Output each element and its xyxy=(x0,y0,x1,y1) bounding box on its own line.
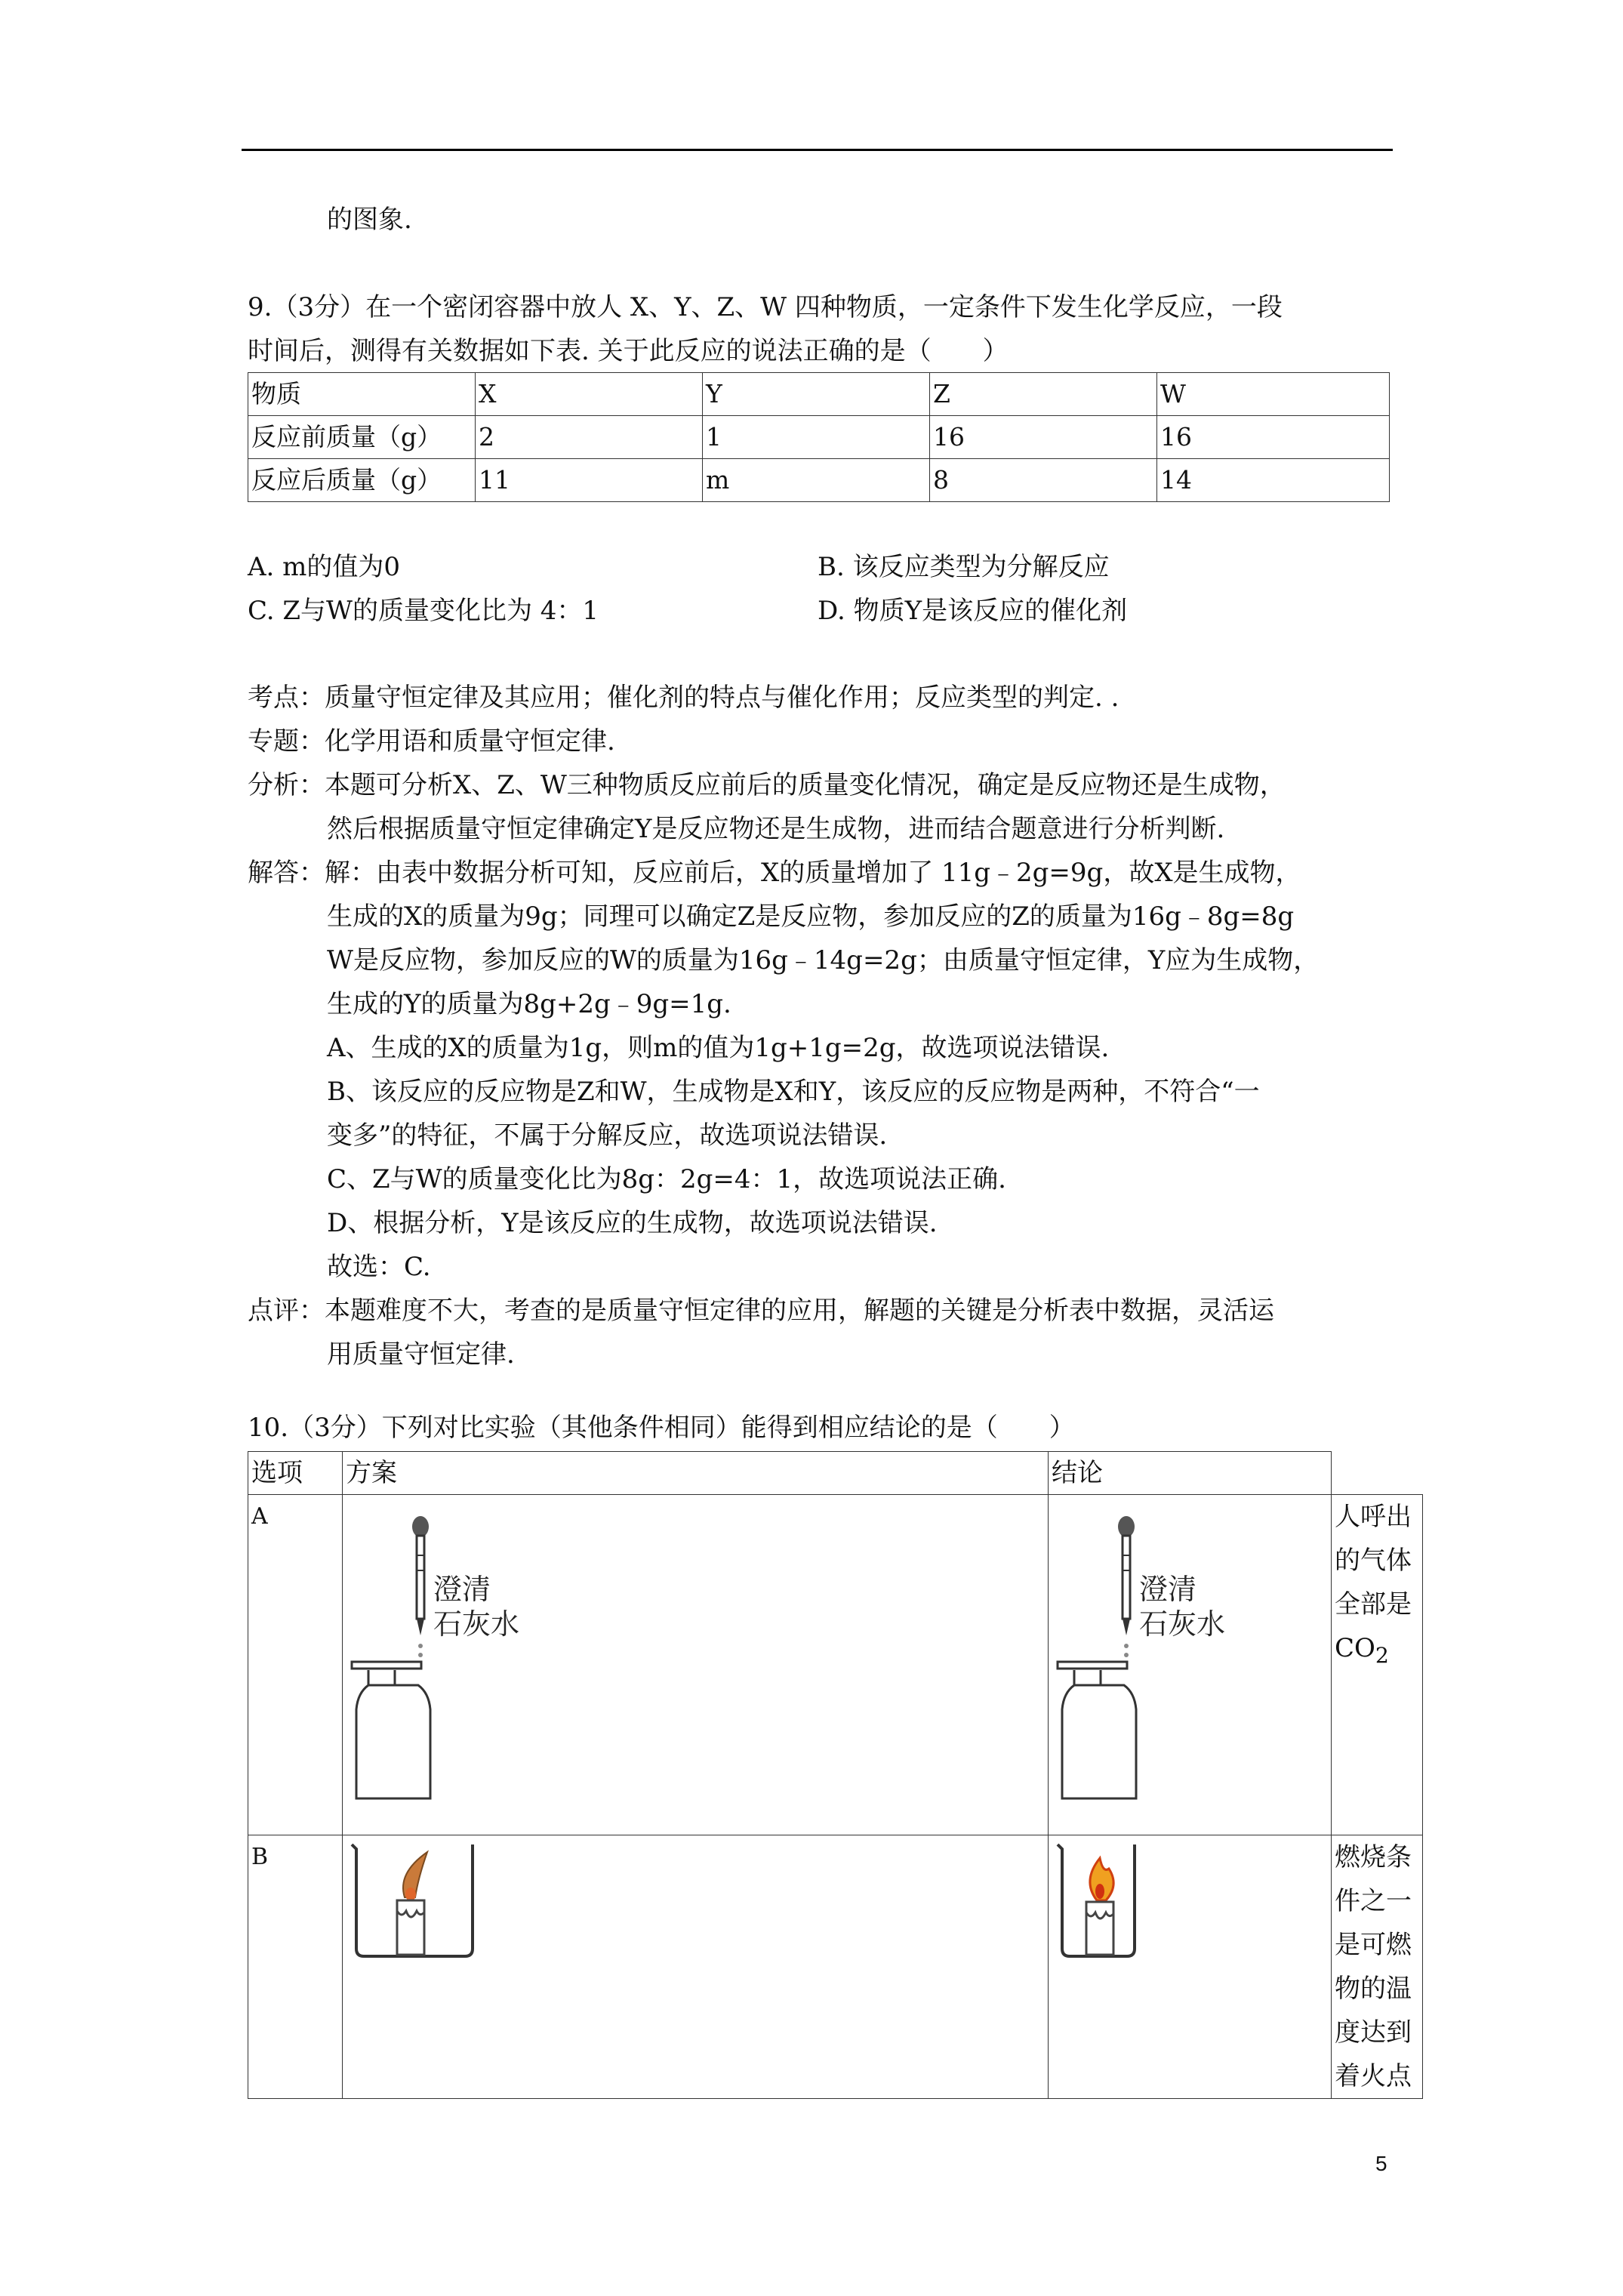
q9-option-c: C. Z与W的质量变化比为 4：1 xyxy=(248,596,599,626)
dropper-label-line1: 澄清 xyxy=(433,1573,491,1606)
table-cell: 16 xyxy=(1157,416,1390,459)
page-number: 5 xyxy=(1375,2152,1387,2175)
q9-jieda-line: 生成的X的质量为9g；同理可以确定Z是反应物，参加反应的Z的质量为16g﹣8g=8g xyxy=(327,901,1295,932)
option-cell: B xyxy=(248,1835,343,2099)
dropper-tube xyxy=(417,1536,424,1619)
table-cell: 反应后质量（g） xyxy=(248,459,476,502)
dropper-bulb xyxy=(412,1516,429,1537)
gas-bottle xyxy=(1062,1670,1136,1798)
table-header-cell: W xyxy=(1157,373,1390,416)
table-row xyxy=(248,416,1390,459)
candle xyxy=(1086,1902,1113,1955)
q9-option-a: A. m的值为0 xyxy=(248,552,401,582)
dropper-bulb xyxy=(1118,1516,1135,1537)
candle xyxy=(397,1900,424,1955)
q9-stem-line2: 时间后，测得有关数据如下表. 关于此反应的说法正确的是（ ） xyxy=(248,336,1009,366)
q9-jieda-line: W是反应物，参加反应的W的质量为16g﹣14g=2g；由质量守恒定律，Y应为生成物， xyxy=(327,945,1320,975)
drop-2 xyxy=(418,1653,423,1657)
dropper-tube xyxy=(1123,1536,1130,1619)
table-row xyxy=(248,1495,1423,1835)
table-header-cell: 结论 xyxy=(1049,1452,1332,1495)
drop-2 xyxy=(1124,1653,1129,1657)
table-row xyxy=(248,373,1390,416)
dropper-label-line1: 澄清 xyxy=(1139,1573,1197,1606)
table-cell: 14 xyxy=(1157,459,1390,502)
q9-jieda-line: 生成的Y的质量为8g+2g﹣9g=1g. xyxy=(327,989,731,1019)
table-cell: 8 xyxy=(930,459,1157,502)
table-header-cell: X xyxy=(476,373,703,416)
table-row xyxy=(248,1452,1423,1495)
q9-dianping-line2: 用质量守恒定律. xyxy=(327,1339,515,1370)
option-cell: A xyxy=(248,1495,343,1835)
q9-jieda-line: 变多”的特征，不属于分解反应，故选项说法错误. xyxy=(327,1120,888,1151)
conclusion-text: 燃烧条件之一是可燃物的温度达到着火点 xyxy=(1335,1842,1412,2091)
table-header-cell: Z xyxy=(930,373,1157,416)
q9-kaodian: 考点：质量守恒定律及其应用；催化剂的特点与催化作用；反应类型的判定. . xyxy=(248,683,1119,713)
scheme-cell-right xyxy=(1049,1495,1332,1835)
dropper-tip xyxy=(417,1619,424,1635)
conclusion-cell xyxy=(1332,1495,1423,1835)
dropper-tip xyxy=(1123,1619,1130,1635)
table-cell: 16 xyxy=(930,416,1157,459)
scheme-cell-right xyxy=(1049,1835,1332,2099)
table-cell: 2 xyxy=(476,416,703,459)
dropper-label-line2: 石灰水 xyxy=(433,1607,520,1641)
table-header-cell: 选项 xyxy=(248,1452,343,1495)
table-row xyxy=(248,459,1390,502)
table-header-cell: Y xyxy=(703,373,930,416)
drop-1 xyxy=(418,1644,423,1648)
table-cell: 11 xyxy=(476,459,703,502)
q9-jieda-line: B、该反应的反应物是Z和W，生成物是X和Y，该反应的反应物是两种，不符合“一 xyxy=(327,1077,1260,1107)
table-row xyxy=(248,1835,1423,2099)
table-cell: 反应前质量（g） xyxy=(248,416,476,459)
dropper-bottle-figure xyxy=(1052,1495,1226,1820)
q9-dianping-line1: 点评：本题难度不大，考查的是质量守恒定律的应用，解题的关键是分析表中数据，灵活运 xyxy=(248,1296,1274,1326)
q9-jieda-line: A、生成的X的质量为1g，则m的值为1g+1g=2g，故选项说法错误. xyxy=(327,1033,1110,1063)
q9-jieda-line: C、Z与W的质量变化比为8g：2g=4：1，故选项说法正确. xyxy=(327,1164,1006,1194)
dropper-label-line2: 石灰水 xyxy=(1139,1607,1226,1641)
q9-jieda-line: D、根据分析，Y是该反应的生成物，故选项说法错误. xyxy=(327,1208,938,1238)
flame-core xyxy=(1095,1884,1104,1899)
q9-zhuanti: 专题：化学用语和质量守恒定律. xyxy=(248,726,615,757)
table-empty-cell xyxy=(1332,1452,1423,1495)
table-cell: 1 xyxy=(703,416,930,459)
conclusion-text: 人呼出的气体全部是 xyxy=(1335,1502,1412,1620)
table-cell: m xyxy=(703,459,930,502)
co2-subscript: 2 xyxy=(1375,1642,1389,1668)
glass-plate xyxy=(1058,1662,1127,1669)
q9-fenxi-line2: 然后根据质量守恒定律确定Y是反应物还是生成物，进而结合题意进行分析判断. xyxy=(327,814,1225,844)
header-rule xyxy=(242,149,1393,151)
q10-stem: 10.（3分）下列对比实验（其他条件相同）能得到相应结论的是（ ） xyxy=(248,1413,1075,1443)
conclusion-cell xyxy=(1332,1835,1423,2099)
q9-fenxi-line1: 分析：本题可分析X、Z、W三种物质反应前后的质量变化情况，确定是反应物还是生成物， xyxy=(248,770,1286,800)
q10-table xyxy=(248,1451,1423,2099)
continuation-text: 的图象. xyxy=(327,205,412,235)
q9-jieda-line: 故选：C. xyxy=(327,1252,431,1282)
q9-option-b: B. 该反应类型为分解反应 xyxy=(818,552,1110,582)
dropper-bottle-figure xyxy=(346,1495,520,1820)
q9-option-d: D. 物质Y是该反应的催化剂 xyxy=(818,596,1128,626)
glass-plate xyxy=(352,1662,421,1669)
q9-stem-line1: 9.（3分）在一个密闭容器中放人 X、Y、Z、W 四种物质，一定条件下发生化学反应，一段 xyxy=(248,292,1283,322)
q9-jieda-line: 解答：解：由表中数据分析可知，反应前后，X的质量增加了 11g﹣2g=9g，故X是生成物， xyxy=(248,858,1301,888)
table-header-cell: 方案 xyxy=(343,1452,1049,1495)
candle-beaker-figure xyxy=(346,1835,497,1986)
scheme-cell-left xyxy=(343,1495,1049,1835)
q9-data-table xyxy=(248,372,1390,502)
drop-1 xyxy=(1124,1644,1129,1648)
table-header-cell: 物质 xyxy=(248,373,476,416)
gas-bottle xyxy=(356,1670,430,1798)
scheme-cell-left xyxy=(343,1835,1049,2099)
co2-formula: CO xyxy=(1335,1633,1375,1663)
flame-base xyxy=(405,1888,416,1901)
candle-beaker-figure xyxy=(1052,1835,1203,1986)
